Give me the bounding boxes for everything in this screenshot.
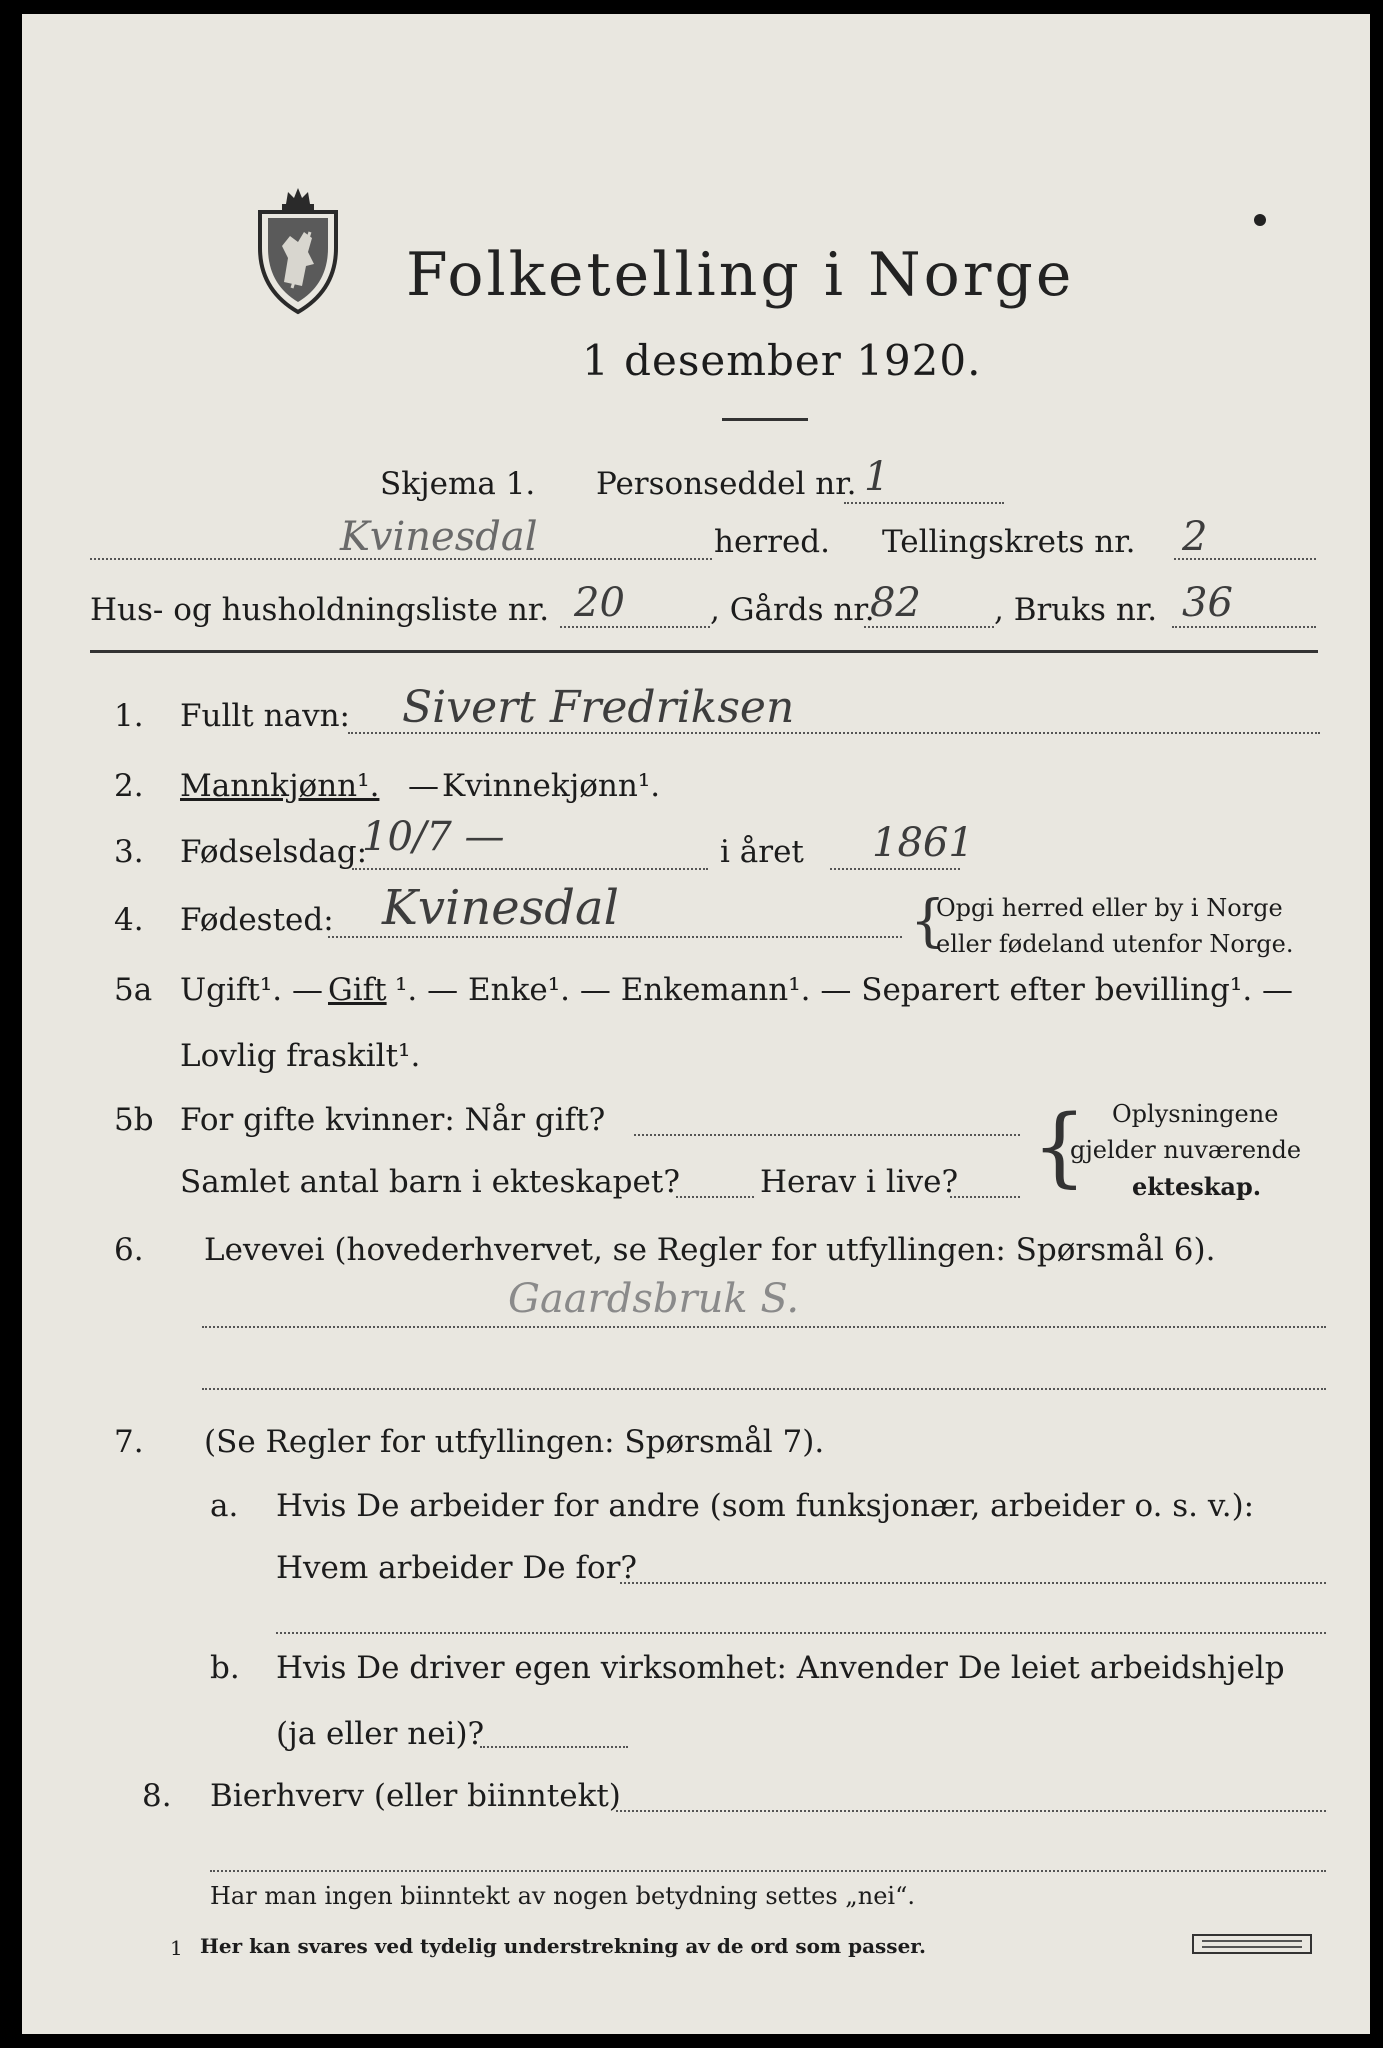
q5b-number: 5b [114, 1102, 154, 1138]
husliste-label: Hus- og husholdningsliste nr. [90, 592, 550, 628]
q4-note-line1: Opgi herred eller by i Norge [936, 894, 1283, 922]
q5b-when-line [634, 1134, 1020, 1136]
q4-number: 4. [114, 902, 144, 938]
printer-stamp [1192, 1934, 1312, 1954]
q5b-alive-line [950, 1196, 1020, 1198]
q4-brace: { [910, 889, 946, 954]
q5b-note-line2: gjelder nuværende [1070, 1136, 1302, 1164]
bruks-label: , Bruks nr. [994, 592, 1158, 628]
tellingskrets-value[interactable]: 2 [1182, 514, 1208, 560]
q7b-number: b. [210, 1650, 240, 1686]
tellingskrets-label: Tellingskrets nr. [882, 524, 1136, 560]
q3-year-value[interactable]: 1861 [872, 820, 974, 866]
q4-value[interactable]: Kvinesdal [382, 880, 619, 936]
q6-line1 [202, 1326, 1326, 1328]
q3-label: Fødselsdag: [180, 834, 368, 870]
q5b-line2-alive: Herav i live? [760, 1164, 959, 1200]
q3-year-line [830, 868, 960, 870]
bruks-line [1172, 626, 1316, 628]
q5a-gift-option[interactable]: Gift [328, 972, 387, 1008]
q5a-number: 5a [114, 972, 153, 1008]
q1-label: Fullt navn: [180, 698, 350, 734]
q5a-other-options[interactable]: ¹. — Enke¹. — Enkemann¹. — Separert efter bevilling¹. — [395, 972, 1294, 1008]
q6-line2 [202, 1388, 1326, 1390]
q7a-line1: Hvis De arbeider for andre (som funksjonær, arbeider o. s. v.): [276, 1488, 1255, 1524]
q5b-children-line [676, 1196, 754, 1198]
q5a-fraskilt-option[interactable]: Lovlig fraskilt¹. [180, 1038, 421, 1074]
q8-note: Har man ingen biinntekt av nogen betydning settes „nei“. [210, 1882, 915, 1910]
bruks-value[interactable]: 36 [1182, 580, 1233, 626]
q5b-line1: For gifte kvinner: Når gift? [180, 1102, 606, 1138]
q3-number: 3. [114, 834, 144, 870]
q7a-number: a. [210, 1488, 239, 1524]
gards-label: , Gårds nr. [710, 592, 875, 628]
ink-dot [1254, 214, 1266, 226]
q5b-note-line1: Oplysningene [1112, 1100, 1279, 1128]
q5a-ugift-option[interactable]: Ugift¹. — [180, 972, 323, 1008]
husliste-value[interactable]: 20 [574, 580, 625, 626]
q8-line1 [616, 1810, 1326, 1812]
q3-value[interactable]: 10/7 — [362, 814, 505, 860]
personseddel-label: Personseddel nr. [596, 466, 857, 502]
coat-of-arms-logo [248, 186, 348, 320]
q5b-line2-children: Samlet antal barn i ekteskapet? [180, 1164, 680, 1200]
q1-value[interactable]: Sivert Fredriksen [402, 682, 795, 733]
gards-line [864, 626, 994, 628]
herred-value[interactable]: Kvinesdal [340, 514, 538, 560]
q7b-answer-line [480, 1746, 628, 1748]
q5b-brace: { [1032, 1097, 1087, 1197]
q2-separator: — [408, 768, 439, 804]
q4-label: Fødested: [180, 902, 334, 938]
q2-female-option[interactable]: Kvinnekjønn¹. [442, 768, 661, 804]
q6-number: 6. [114, 1232, 144, 1268]
q7a-line2: Hvem arbeider De for? [276, 1550, 638, 1586]
q7a-employer-line [620, 1582, 1326, 1584]
form-title: Folketelling i Norge [406, 240, 1075, 310]
q7b-line2: (ja eller nei)? [276, 1716, 485, 1752]
personseddel-line [844, 502, 1004, 504]
q7-label: (Se Regler for utfyllingen: Spørsmål 7). [204, 1424, 825, 1460]
q4-line [328, 936, 902, 938]
census-form [22, 14, 1370, 2034]
q4-note-line2: eller fødeland utenfor Norge. [936, 930, 1294, 958]
title-divider [722, 418, 808, 421]
q3-year-label: i året [720, 834, 804, 870]
q7b-line1: Hvis De driver egen virksomhet: Anvender De leiet arbeidshjelp [276, 1650, 1285, 1686]
schema-label: Skjema 1. [380, 466, 536, 502]
q2-number: 2. [114, 768, 144, 804]
q8-line2 [210, 1870, 1326, 1872]
q2-male-option[interactable]: Mannkjønn¹. [180, 768, 380, 804]
q6-value[interactable]: Gaardsbruk S. [508, 1276, 800, 1322]
q8-number: 8. [142, 1778, 172, 1814]
q8-label: Bierhverv (eller biinntekt) [210, 1778, 621, 1814]
q7a-extra-line [276, 1632, 1326, 1634]
header-divider [90, 650, 1318, 653]
husliste-line [560, 626, 710, 628]
personseddel-value[interactable]: 1 [864, 454, 890, 500]
q3-line [352, 868, 708, 870]
q1-number: 1. [114, 698, 144, 734]
q5b-note-line3: ekteskap. [1132, 1172, 1262, 1201]
footnote-mark: 1 [170, 1936, 183, 1960]
gards-value[interactable]: 82 [870, 580, 921, 626]
census-date: 1 desember 1920. [582, 336, 982, 385]
herred-label: herred. [714, 524, 830, 560]
q6-label: Levevei (hovederhvervet, se Regler for utfyllingen: Spørsmål 6). [204, 1232, 1216, 1268]
q7-number: 7. [114, 1424, 144, 1460]
footnote-text: Her kan svares ved tydelig understrekning av de ord som passer. [200, 1934, 926, 1958]
